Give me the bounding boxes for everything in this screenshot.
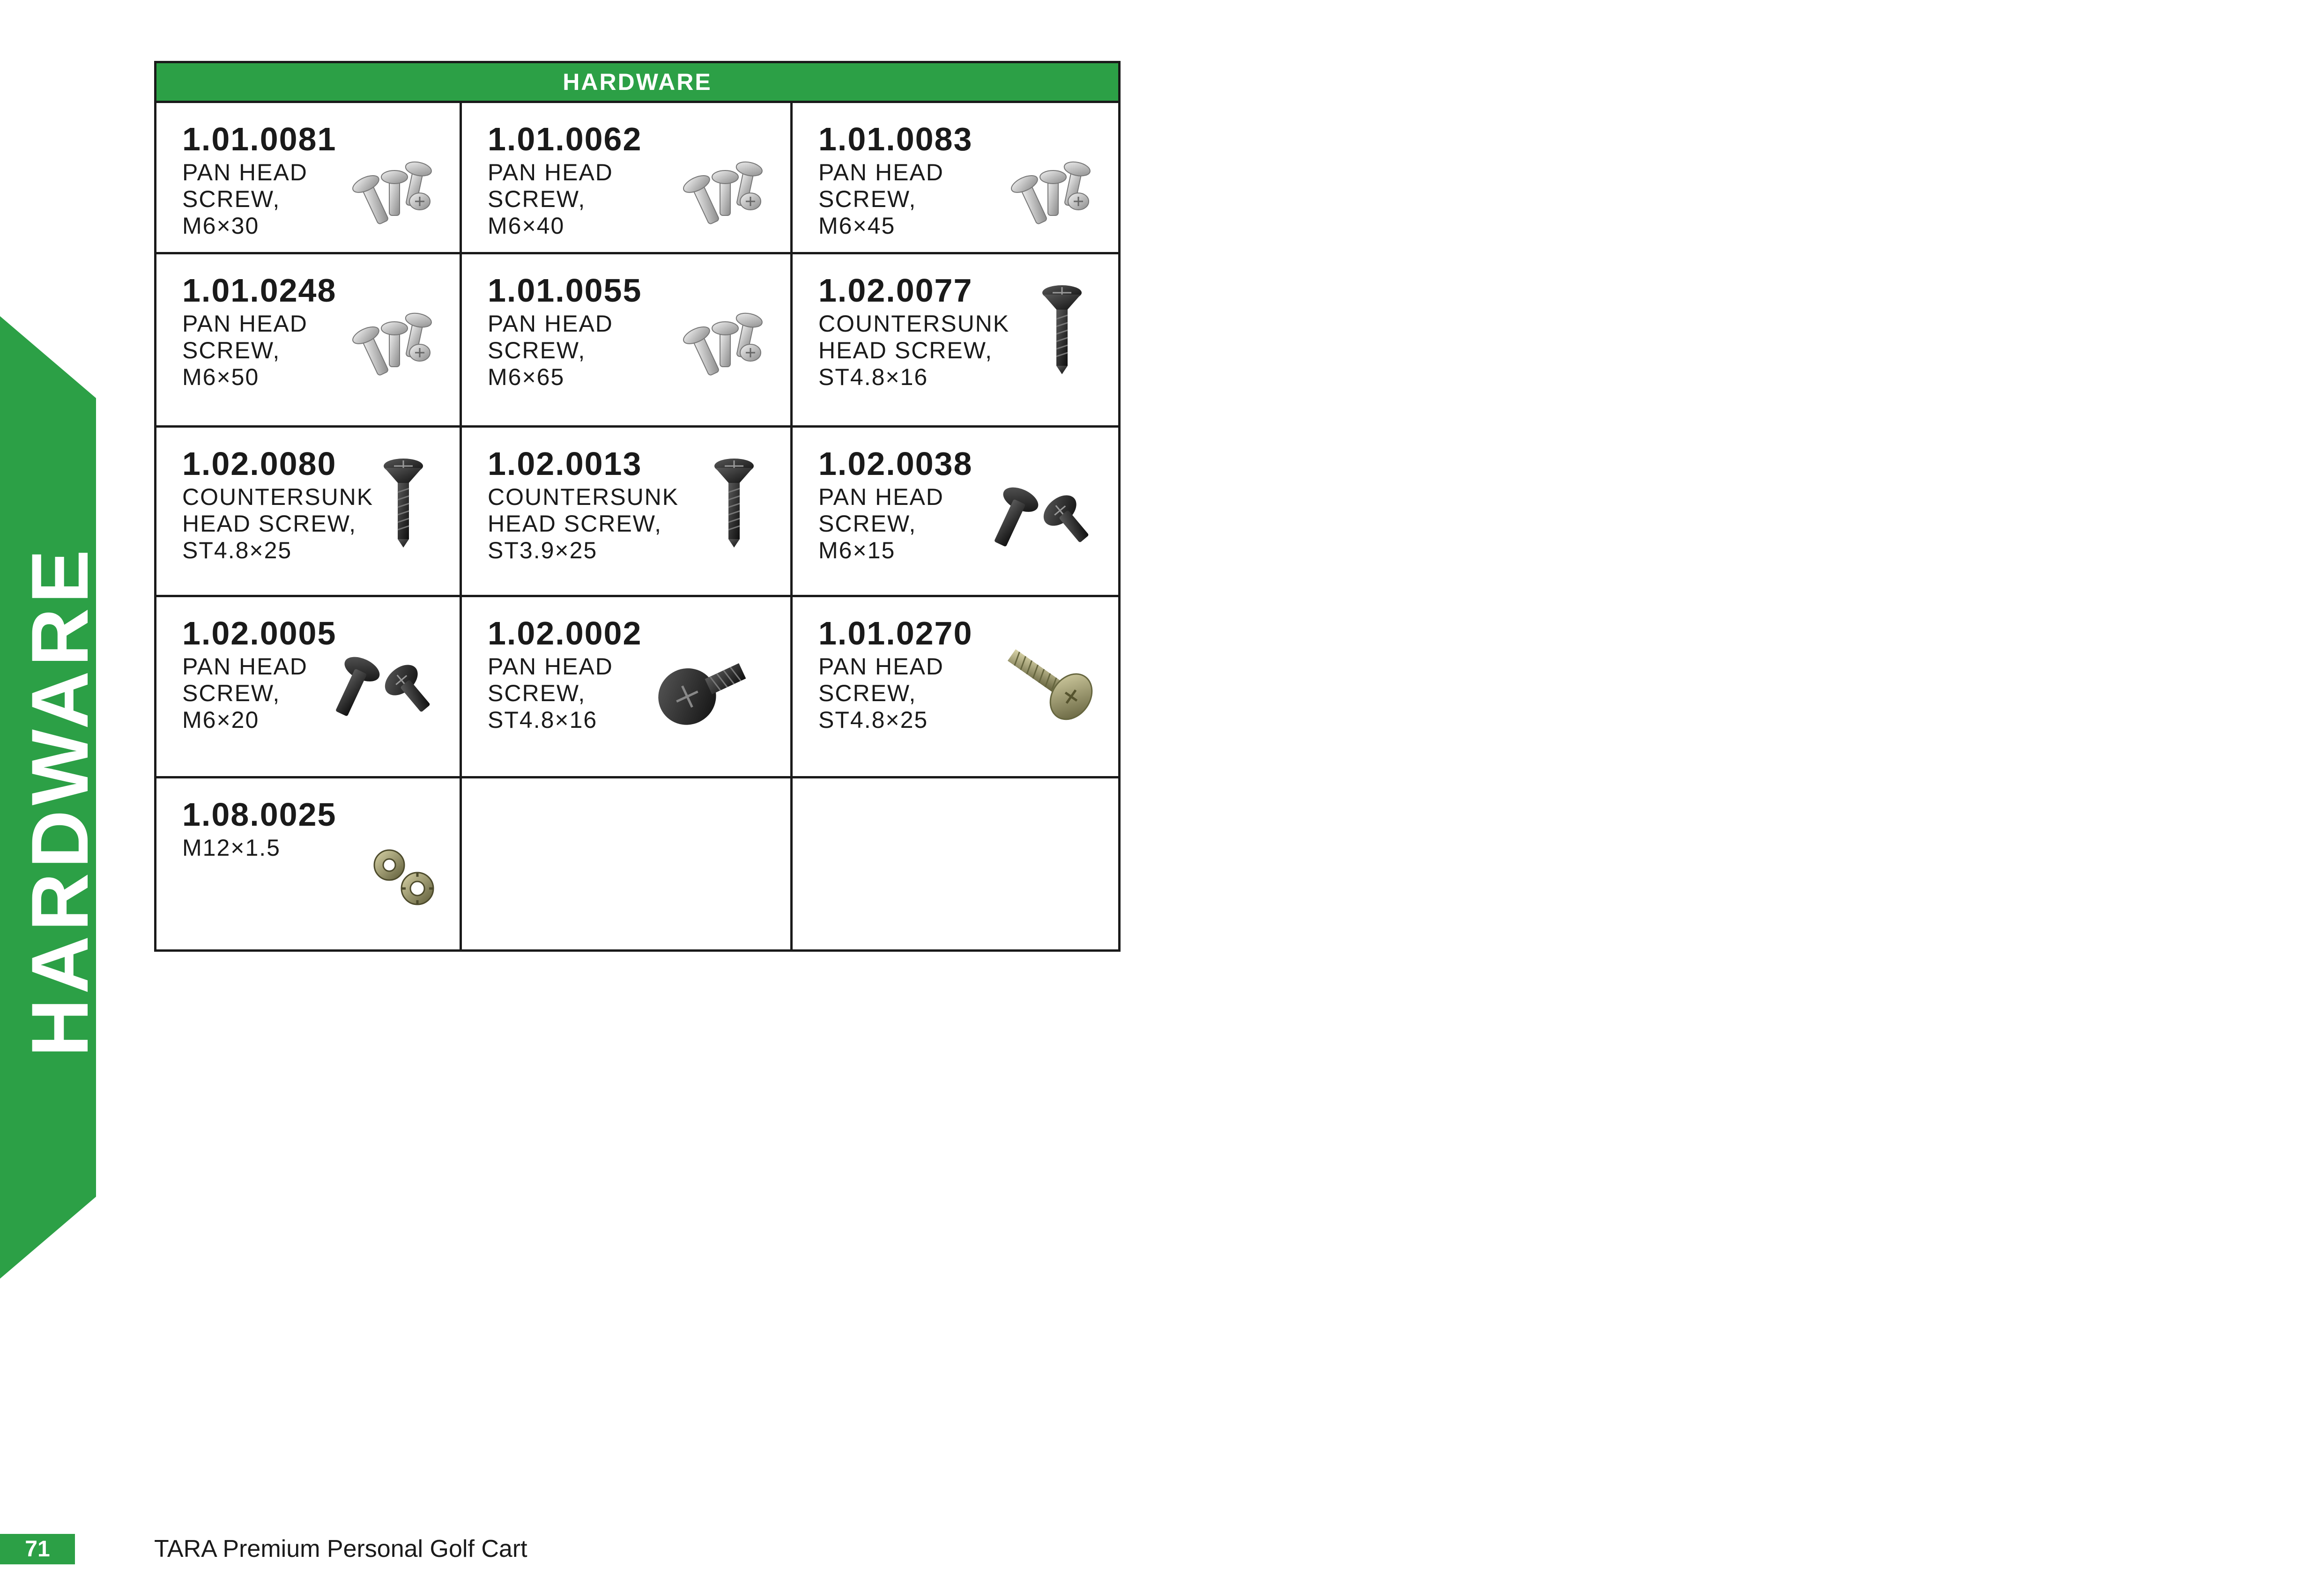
silver-pan-screw-icon — [999, 635, 1102, 728]
silver-screws-icon — [345, 301, 434, 383]
part-code: 1.01.0055 — [488, 272, 642, 309]
part-code: 1.08.0025 — [182, 796, 337, 833]
part-code: 1.02.0002 — [488, 615, 642, 652]
part-description: PAN HEAD SCREW, M6×50 — [182, 311, 308, 390]
part-cell — [156, 777, 461, 951]
part-cell — [792, 596, 1120, 777]
part-code: 1.01.0270 — [818, 615, 973, 652]
part-cell — [792, 102, 1120, 253]
black-countersunk-screw-icon — [1034, 282, 1090, 376]
part-description: PAN HEAD SCREW, M6×65 — [488, 311, 613, 390]
part-cell — [156, 253, 461, 427]
part-cell — [156, 596, 461, 777]
part-cell — [461, 427, 792, 596]
part-description: PAN HEAD SCREW, M6×15 — [818, 484, 944, 563]
part-description: PAN HEAD SCREW, M6×20 — [182, 653, 308, 733]
table-row — [156, 596, 1120, 777]
part-code: 1.02.0080 — [182, 445, 337, 482]
part-code: 1.02.0077 — [818, 272, 973, 309]
black-pan-screws-icon — [980, 479, 1102, 554]
part-cell — [792, 427, 1120, 596]
part-cell — [461, 102, 792, 253]
part-description: PAN HEAD SCREW, M6×30 — [182, 159, 308, 239]
table-header: HARDWARE — [156, 62, 1120, 102]
part-description: PAN HEAD SCREW, M6×40 — [488, 159, 613, 239]
side-tab-label: HARDWARE — [15, 545, 105, 1057]
part-cell — [156, 102, 461, 253]
footer-title: TARA Premium Personal Golf Cart — [154, 1535, 527, 1562]
part-description: COUNTERSUNK HEAD SCREW, ST3.9×25 — [488, 484, 679, 563]
table-row — [156, 427, 1120, 596]
part-description: PAN HEAD SCREW, M6×45 — [818, 159, 944, 239]
part-code: 1.01.0081 — [182, 121, 337, 157]
part-description: PAN HEAD SCREW, ST4.8×16 — [488, 653, 613, 733]
empty-cell — [461, 777, 792, 951]
part-cell — [792, 253, 1120, 427]
silver-screws-icon — [676, 301, 765, 383]
part-code: 1.02.0005 — [182, 615, 337, 652]
parts-table — [154, 61, 1121, 952]
part-cell — [461, 253, 792, 427]
black-countersunk-screw-icon — [375, 456, 431, 549]
silver-screws-icon — [1003, 150, 1092, 232]
table-row — [156, 102, 1120, 253]
silver-screws-icon — [345, 150, 434, 232]
silver-screws-icon — [676, 150, 765, 232]
black-pan-screws-icon — [321, 649, 443, 724]
castle-nuts-icon — [366, 844, 441, 910]
part-code: 1.01.0248 — [182, 272, 337, 309]
part-cell — [461, 596, 792, 777]
table-row — [156, 253, 1120, 427]
part-description: PAN HEAD SCREW, ST4.8×25 — [818, 653, 944, 733]
black-countersunk-screw-icon — [706, 456, 762, 549]
part-code: 1.02.0013 — [488, 445, 642, 482]
part-description: M12×1.5 — [182, 835, 281, 861]
part-code: 1.01.0062 — [488, 121, 642, 157]
part-code: 1.02.0038 — [818, 445, 973, 482]
black-pan-screw-large-icon — [647, 649, 750, 728]
part-code: 1.01.0083 — [818, 121, 973, 157]
table-row — [156, 777, 1120, 951]
part-description: COUNTERSUNK HEAD SCREW, ST4.8×25 — [182, 484, 374, 563]
page-number: 71 — [0, 1534, 75, 1564]
part-cell — [156, 427, 461, 596]
part-description: COUNTERSUNK HEAD SCREW, ST4.8×16 — [818, 311, 1010, 390]
empty-cell — [792, 777, 1120, 951]
